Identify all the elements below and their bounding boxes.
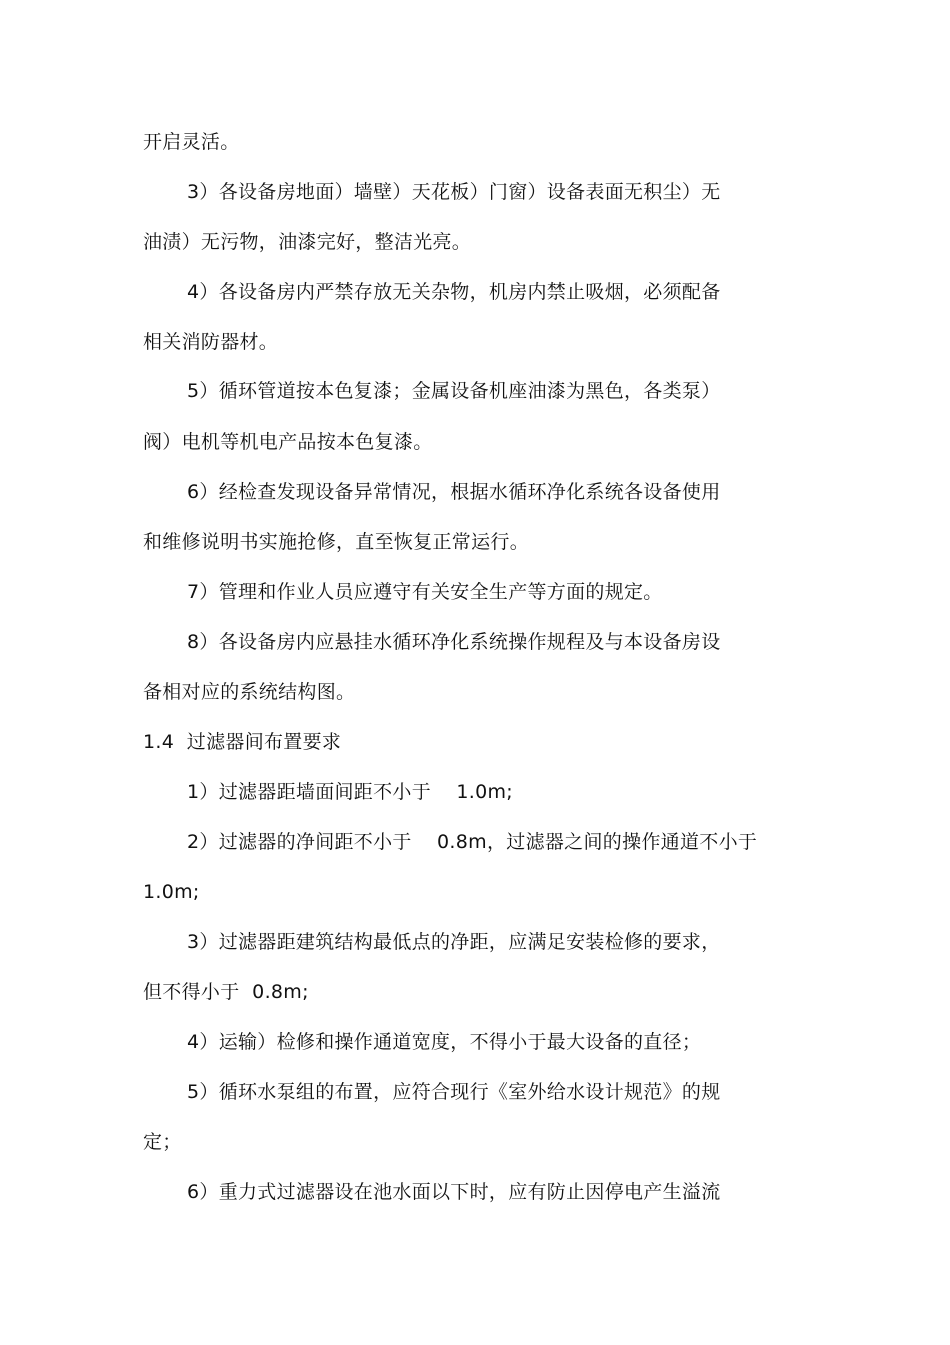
text-line-21: 定； [143,1131,182,1153]
text-line-22: 6）重力式过滤器设在池水面以下时，应有防止因停电产生溢流 [187,1181,721,1203]
text-line-5: 相关消防器材。 [143,331,279,353]
text-line-14: 1）过滤器距墙面间距不小于 1.0m; [187,781,513,803]
text-line-1: 开启灵活。 [143,131,240,153]
text-line-9: 和维修说明书实施抢修，直至恢复正常运行。 [143,531,530,553]
text-line-16: 1.0m; [143,881,200,903]
text-line-12: 备相对应的系统结构图。 [143,681,356,703]
text-line-19: 4）运输）检修和操作通道宽度，不得小于最大设备的直径； [187,1031,702,1053]
text-line-4: 4）各设备房内严禁存放无关杂物，机房内禁止吸烟，必须配备 [187,281,721,303]
text-line-18: 但不得小于 0.8m; [143,981,309,1003]
text-line-11: 8）各设备房内应悬挂水循环净化系统操作规程及与本设备房设 [187,631,721,653]
text-line-10: 7）管理和作业人员应遵守有关安全生产等方面的规定。 [187,581,663,603]
text-line-8: 6）经检查发现设备异常情况，根据水循环净化系统各设备使用 [187,481,721,503]
text-line-3: 油渍）无污物，油漆完好，整洁光亮。 [143,231,472,253]
text-line-20: 5）循环水泵组的布置，应符合现行《室外给水设计规范》的规 [187,1081,721,1103]
section-heading-1-4: 1.4 过滤器间布置要求 [143,731,342,753]
text-line-7: 阀）电机等机电产品按本色复漆。 [143,431,433,453]
text-line-6: 5）循环管道按本色复漆；金属设备机座油漆为黑色，各类泵） [187,380,721,402]
text-line-2: 3）各设备房地面）墙壁）天花板）门窗）设备表面无积尘）无 [187,181,721,203]
text-line-15: 2）过滤器的净间距不小于 0.8m，过滤器之间的操作通道不小于 [187,831,758,853]
text-line-17: 3）过滤器距建筑结构最低点的净距，应满足安装检修的要求， [187,931,721,953]
